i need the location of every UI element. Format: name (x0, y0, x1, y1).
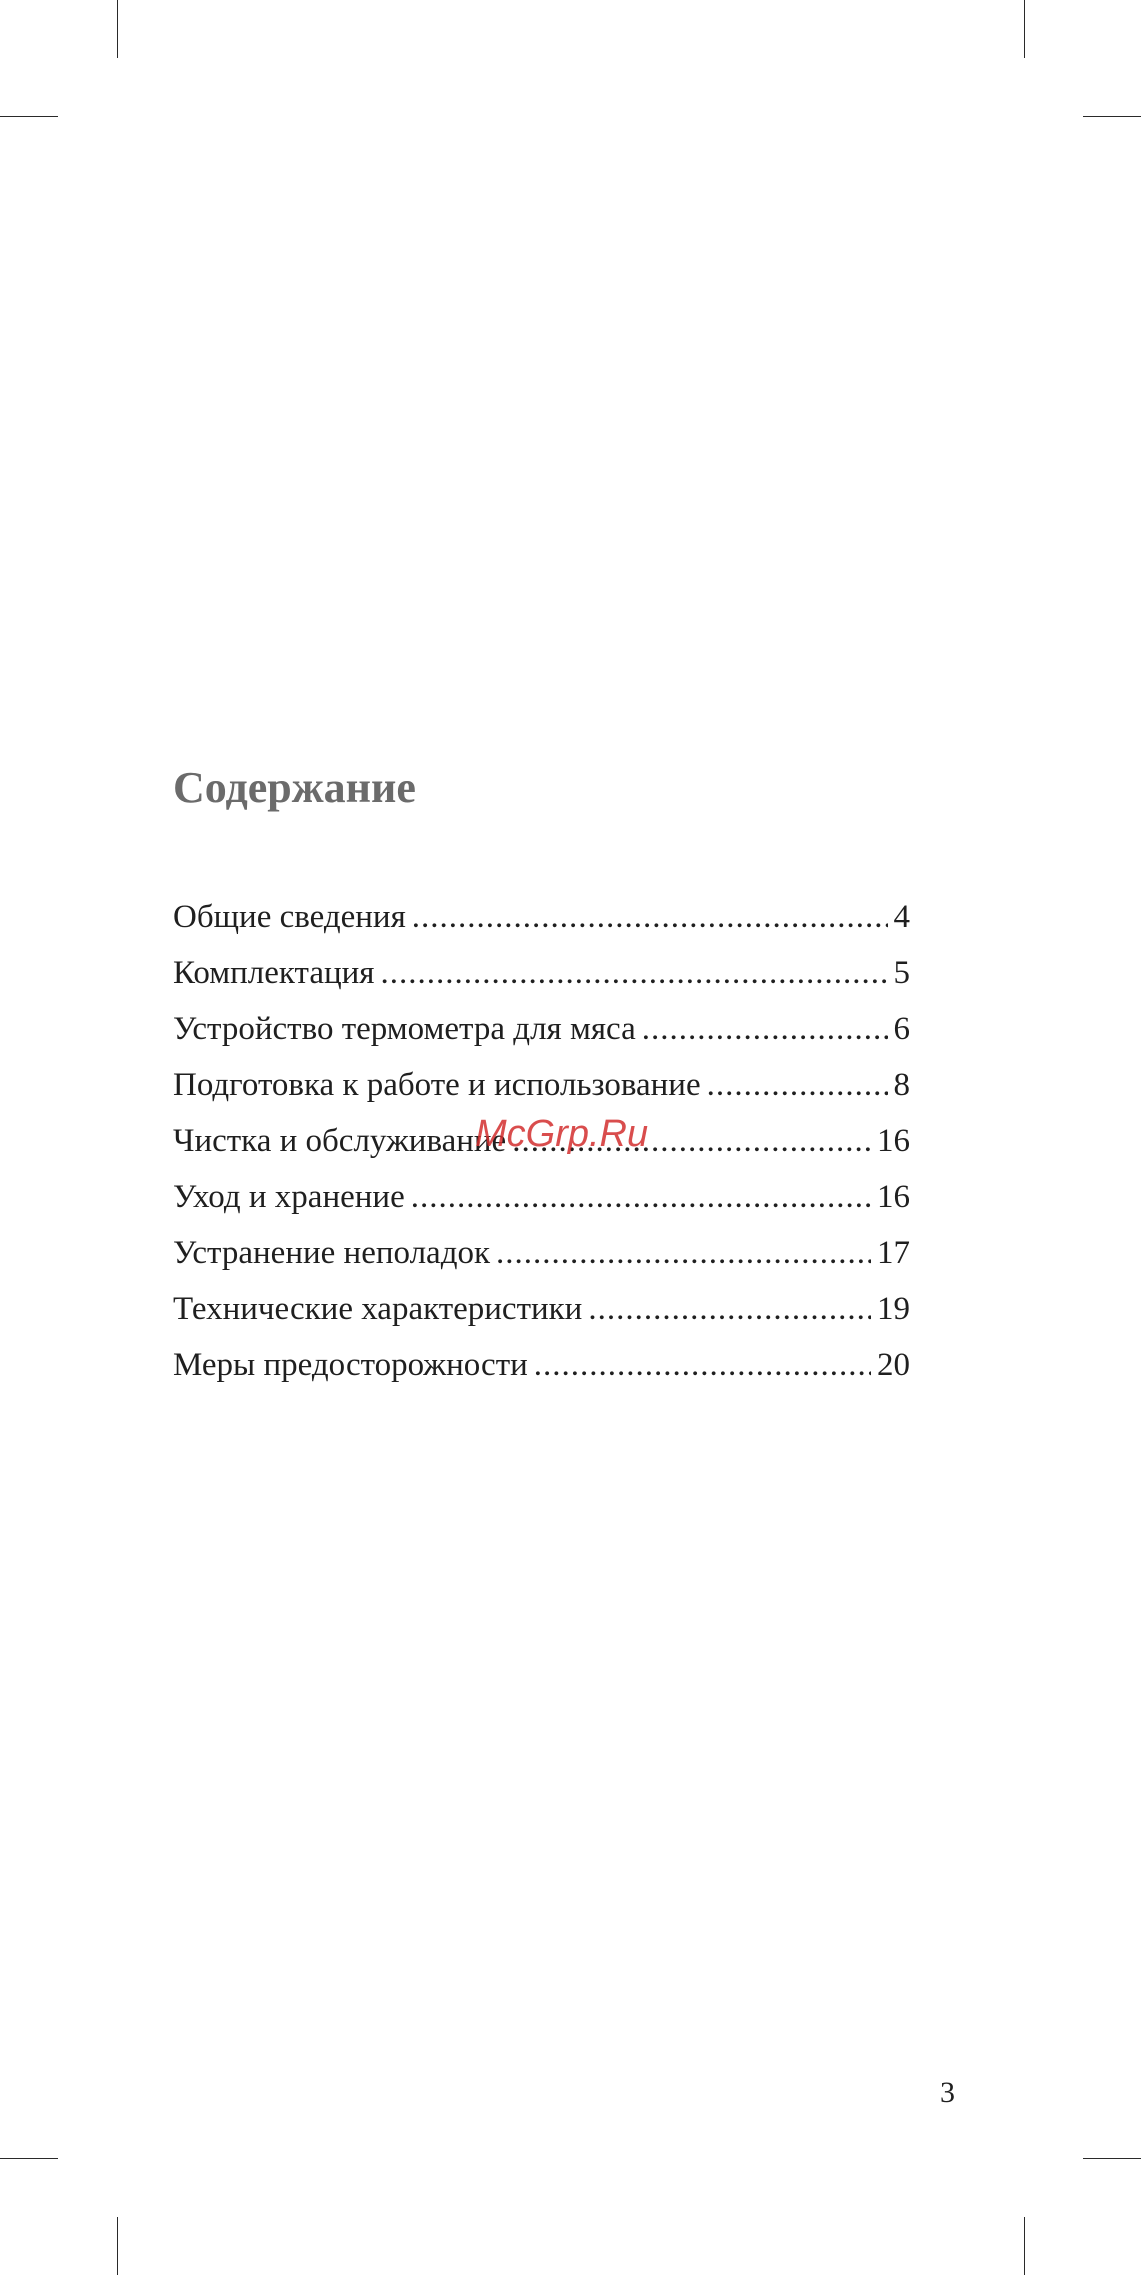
toc-entry-label: Комплектация (173, 955, 375, 991)
page-number: 3 (940, 2076, 955, 2109)
toc-entry-label: Технические характеристики (173, 1291, 583, 1327)
crop-mark-bottom-left-horizontal (0, 2158, 58, 2159)
toc-entry[interactable] (173, 945, 910, 1001)
toc-entry-label: Устранение неполадок (173, 1235, 491, 1271)
toc-dot-leader (496, 1225, 871, 1281)
toc-entry-label: Общие сведения (173, 899, 406, 935)
toc-dot-leader (588, 1281, 871, 1337)
toc-entry[interactable] (173, 1113, 910, 1169)
crop-mark-bottom-right-horizontal (1083, 2158, 1141, 2159)
toc-entry-page: 5 (893, 955, 910, 991)
toc-entry-page: 16 (877, 1123, 910, 1159)
crop-mark-top-left-vertical (117, 0, 118, 58)
toc-dot-leader (411, 1169, 871, 1225)
contents-list (173, 889, 910, 1393)
crop-mark-bottom-right-vertical (1024, 2217, 1025, 2275)
toc-entry-page: 4 (893, 899, 910, 935)
crop-mark-bottom-left-vertical (117, 2217, 118, 2275)
toc-entry-label: Устройство термометра для мяса (173, 1011, 636, 1047)
crop-mark-top-right-horizontal (1083, 116, 1141, 117)
toc-entry-label: Уход и хранение (173, 1179, 405, 1215)
toc-entry[interactable] (173, 1281, 910, 1337)
toc-entry-page: 19 (877, 1291, 910, 1327)
toc-dot-leader (412, 889, 888, 945)
toc-entry-page: 16 (877, 1179, 910, 1215)
toc-entry[interactable] (173, 1057, 910, 1113)
toc-entry-page: 20 (877, 1347, 910, 1383)
toc-entry-page: 8 (893, 1067, 910, 1103)
toc-entry[interactable] (173, 1001, 910, 1057)
contents-title: Содержание (173, 763, 416, 812)
crop-mark-top-right-vertical (1024, 0, 1025, 58)
toc-dot-leader (512, 1113, 871, 1169)
toc-dot-leader (534, 1337, 871, 1393)
toc-entry[interactable] (173, 1225, 910, 1281)
toc-entry[interactable] (173, 1169, 910, 1225)
toc-entry[interactable] (173, 889, 910, 945)
toc-entry-label: Чистка и обслуживание (173, 1123, 507, 1159)
toc-dot-leader (707, 1057, 888, 1113)
toc-dot-leader (642, 1001, 888, 1057)
toc-entry-label: Меры предосторожности (173, 1347, 528, 1383)
toc-entry-label: Подготовка к работе и использование (173, 1067, 701, 1103)
crop-mark-top-left-horizontal (0, 116, 58, 117)
toc-dot-leader (380, 945, 887, 1001)
toc-entry-page: 6 (893, 1011, 910, 1047)
toc-entry-page: 17 (877, 1235, 910, 1271)
toc-entry[interactable] (173, 1337, 910, 1393)
watermark-logo: McGrp.Ru (475, 1113, 649, 1155)
